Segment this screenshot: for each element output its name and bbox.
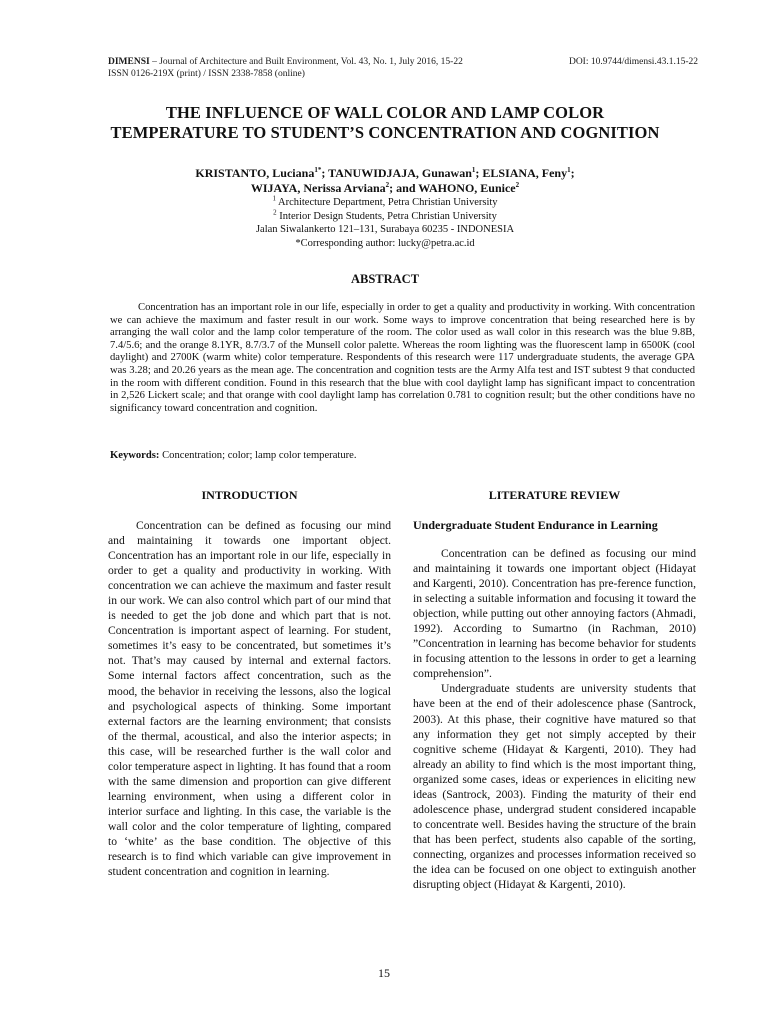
literature-paragraph-2: Undergraduate students are university students that have been at the end of their adolescence phase (Santrock, 2003). At this phase, their cognitive have matured so that any information they get not simply accepted by their cognitive scheme (Hidayat & Kargenti, 2010). They had already an ability to find which is the most important thing, organized some cases, ideas or experiences in eliciting new ideas (Santrock, 2003). Finding the maturity of their end adolescence phase, undergrad student considered incapable to concentrate well. Besides having the structure of the brain that has been perfect, students also capable of the sorting, connecting, organizes and processes information received so the idea can be focused on one object to extinguish another disrupting object (Hidayat & Kargenti, 2010).: [413, 682, 696, 892]
author-name: KRISTANTO, Luciana: [195, 166, 315, 180]
page-number: 15: [378, 966, 390, 980]
author-separator: ;: [570, 166, 575, 180]
journal-details: – Journal of Architecture and Built Environment, Vol. 43, No. 1, July 2016, 15-22: [149, 57, 463, 67]
abstract-text: Concentration has an important role in our life, especially in order to get a quality and productivity in working. With concentration we can achieve the maximum and faster result in our work. Some ways to improve concentration that being researched here is by arranging the wall color and the lamp color temperature of the room. The color used as wall color in this research was the blue 9.8B, 7.4/5.6; and the orange 8.1YR, 8.7/3.7 of the Munsell color palette. Whereas the room lighting was the fluorescent lamp in 6500K (cool daylight) and 2700K (warm white) color temperature. Respondents of this research were 117 undergraduate students, the average GPA was 3.28; and 20.26 years as the mean age. The concentration and cognition tests are the Army Alfa test and IST subtest 9 that conducted in the room with different condition. Found in this research that the blue with cool daylight lamp has significant impact to concentration in 2,526 Lickert scale; and that orange with cool daylight lamp has correlation 0.781 to cognition result; but the other conditions have no significancy toward concentration and cognition.: [110, 302, 695, 414]
author-affil-mark: 1: [567, 166, 571, 174]
affiliations: [90, 196, 680, 250]
right-column: [413, 488, 696, 892]
journal-citation: [108, 56, 463, 68]
author-name: ; TANUWIDJAJA, Gunawan: [321, 166, 472, 180]
literature-paragraph-1: Concentration can be defined as focusing our mind and maintaining it towards one important object (Hidayat and Kargenti, 2010). Concentration has pre-ference function, in selecting a suitable information and focusing it toward the objection, while putting out other annoying factors (Ahmadi, 1992). According to Sumartno (in Rachman, 2010) ”Concentration in learning has become behavior for students in focusing attention to the lessons in order to get a learning comprehension”.: [413, 547, 696, 681]
journal-header: [108, 56, 698, 80]
keywords-text: Concentration; color; lamp color temperature.: [159, 450, 357, 461]
author-name: ; and WAHONO, Eunice: [389, 180, 516, 195]
author-name: ; ELSIANA, Feny: [475, 166, 568, 180]
keywords-label: Keywords:: [110, 450, 160, 461]
affiliation-2: [90, 210, 680, 224]
literature-review-heading: LITERATURE REVIEW: [488, 488, 621, 502]
introduction-text: Concentration can be defined as focusing our mind and maintaining it towards one important object. Concentration has an important role in our life, especially in order to get a quality and productivity in working. With concentration we can achieve the maximum and faster result in our work. We can also control which part of our mind that is needed to get the job done and which part that is not. Concentration is important aspect of learning. For student, sometimes it’s easy to be concentrated, but sometimes it’s not. That’s may caused by internal and external factors. Some internal factors affect concentration, such as the mood, the behavior in receiving the lessons, also the logical and psychological aspects of thinking. Some important external factors are the learning environment; that consists of the thermal, acoustical, and also the interior aspects; in this case, will be researched further is the wall color and color temperature aspect in lighting. It has found that a room with the same dimension and proportion can give different learning environment, when using a different color in interior surface and lighting. In this case, the variable is the wall color and the color temperature of lighting, compared to ‘white’ as the base condition. The objective of this research is to find which variable can give improvement in student concentration and cognition in learning.: [108, 519, 391, 879]
affil-mark: 1: [272, 194, 276, 203]
issn: ISSN 0126-219X (print) / ISSN 2338-7858 (online): [108, 69, 305, 79]
affil-mark: 2: [273, 208, 277, 216]
authors-line-1: [90, 166, 680, 181]
journal-name: DIMENSI: [108, 57, 150, 67]
address: Jalan Siwalankerto 121–131, Surabaya 60235 - INDONESIA: [255, 224, 515, 235]
affil-text: Architecture Department, Petra Christian University: [275, 197, 498, 208]
abstract-heading: ABSTRACT: [350, 272, 420, 286]
title-line-2: TEMPERATURE TO STUDENT’S CONCENTRATION AND COGNITION: [110, 123, 660, 142]
affiliation-1: [90, 196, 680, 210]
title-line-1: THE INFLUENCE OF WALL COLOR AND LAMP COLOR: [165, 103, 605, 122]
affil-text: Interior Design Students, Petra Christian University: [276, 210, 497, 222]
doi: DOI: 10.9744/dimensi.43.1.15-22: [568, 57, 698, 67]
introduction-heading: INTRODUCTION: [201, 488, 298, 502]
author-list: [90, 166, 680, 195]
literature-subheading: Undergraduate Student Endurance in Learning: [413, 518, 658, 532]
authors-line-2: [90, 181, 680, 196]
corresponding-author: *Corresponding author: lucky@petra.ac.id: [295, 237, 475, 249]
left-column: [108, 488, 391, 879]
author-affil-mark: 1*: [314, 166, 322, 174]
header-row-1: [108, 56, 698, 68]
author-name: WIJAYA, Nerissa Arviana: [250, 180, 386, 195]
author-affil-mark: 2: [515, 180, 520, 189]
author-affil-mark: 2: [385, 180, 390, 189]
keywords: [110, 449, 695, 462]
author-affil-mark: 1: [471, 166, 476, 174]
paper-title: [80, 103, 690, 143]
